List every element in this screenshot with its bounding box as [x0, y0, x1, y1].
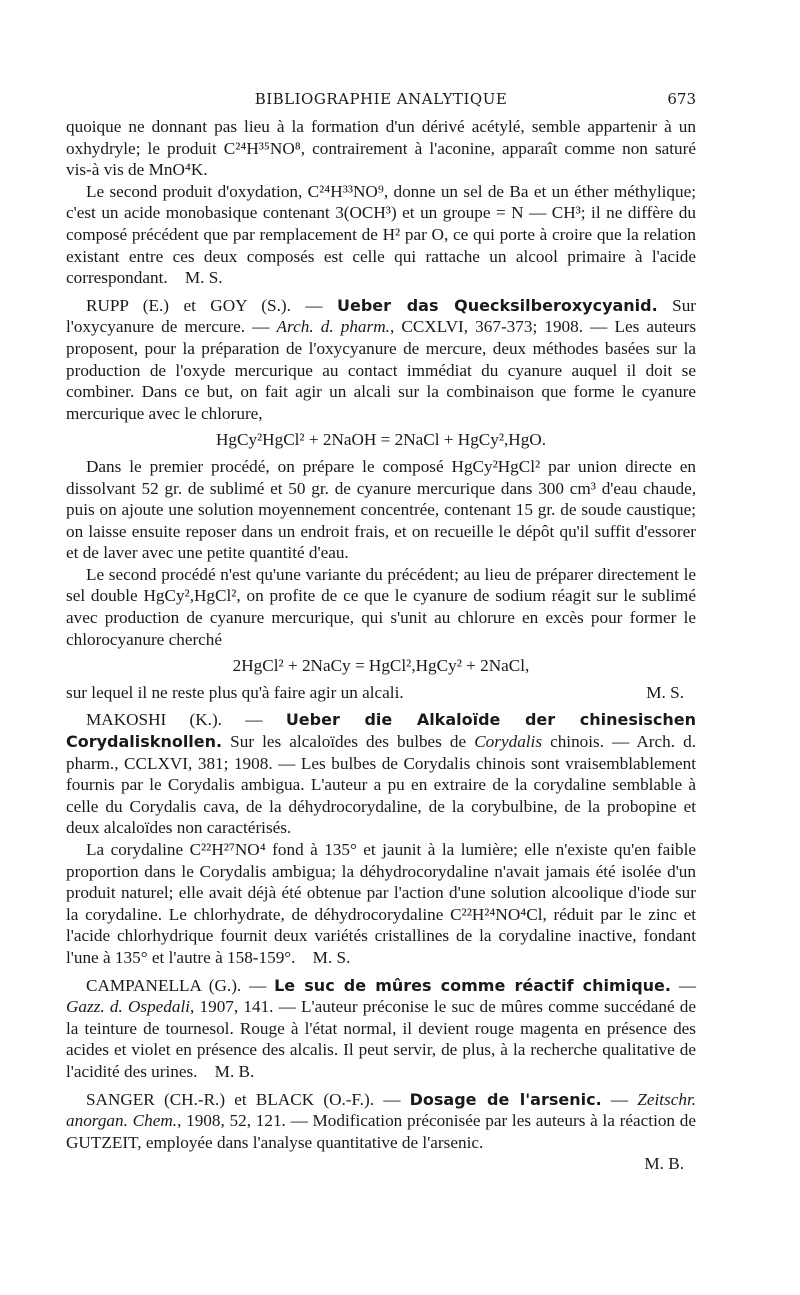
paragraph: [66, 682, 696, 704]
paragraph-text: Le second produit d'oxydation, C²⁴H³³NO⁹, donne un sel de Ba et un éther méthylique; c'est un acide monobasique contenant 3(OCH³) et un groupe = N — CH³; il ne diffère du composé précédent que par remplacement de H² par O, ce qui porte à croire que la relation existant entre ces deux composés est celle qui rattache un alcool primaire à l'acide correspondant.: [66, 181, 696, 288]
entry-authors: MAKOSHI (K.). —: [86, 710, 263, 730]
paragraph: [66, 839, 696, 969]
entry-authors: SANGER (CH.-R.) et BLACK (O.-F.). —: [86, 1089, 401, 1109]
entry-text: , 1908, 52, 121. — Modification préconisée par les auteurs à la réaction de GUTZEIT, employée dans l'analyse quantitative de l'arsenic.: [66, 1111, 696, 1152]
page-number: 673: [667, 90, 696, 108]
signature: M. S.: [184, 268, 223, 288]
formula: HgCy²HgCl² + 2NaOH = 2NaCl + HgCy²,HgO.: [215, 430, 547, 450]
bibliographic-entry: [66, 1089, 696, 1154]
entry-journal: Zeitschr. anorgan. Chem.: [66, 1089, 697, 1131]
paragraph: Dans le premier procédé, on prépare le composé HgCy²HgCl² par union directe en dissolvant 52 gr. de sublimé et 50 gr. de cyanure mercurique dans 300 cm³ d'eau chaude, puis on ajoute une solution moyennement concentrée, contenant 15 gr. de soude caustique; on laisse ensuite reposer dans un endroit frais, et on recueille le dépôt qu'il suffit d'essorer et de laver avec une petite quantité d'eau.: [66, 456, 696, 563]
entry-subtitle: Sur les alcaloïdes des bulbes de: [230, 732, 467, 752]
entry-journal: Arch. d. pharm.: [276, 317, 390, 337]
entry-authors: RUPP (E.) et GOY (S.). —: [86, 295, 323, 315]
paragraph: [66, 181, 696, 289]
entry-subtitle: —: [678, 975, 696, 995]
entry-text: chinois. — Arch. d. pharm., CCLXVI, 381; 1908. — Les bulbes de Corydalis chinois sont vraisemblablement fournis par le Corydalis ambigua. L'auteur a pu en extraire de la corydaline semblable à celle du Corydalis cava, de la déhydrocorydaline, de la corybulbine, de la probopine et deux alcaloïdes non caractérisés.: [66, 732, 696, 838]
entry-text: , 1907, 141. — L'auteur préconise le suc de mûres comme succédané de la teinture de tournesol. Rouge à l'état normal, il devient rouge magenta en présence des acides et violet en présence des alcalis. Il peut servir, de plus, à la recherche qualitative de l'acidité des urines.: [66, 997, 696, 1081]
signature: M. S.: [312, 947, 351, 967]
entry-title: Ueber die Alkaloïde der chinesischen Corydalisknollen.: [66, 710, 697, 752]
paragraph: Le second procédé n'est qu'une variante du précédent; au lieu de préparer directement le sel double HgCy²,HgCl², on profite de ce que le cyanure de sodium réagit sur le sublimé avec production de cyanure mercurique, qui s'unit au chlorure en excès pour former le chlorocyanure cherché: [66, 564, 696, 649]
document-page: [66, 88, 696, 1175]
entry-text: , CCXLVI, 367-373; 1908. — Les auteurs proposent, pour la préparation de l'oxycyanure de mercure, deux méthodes basées sur la production de l'oxyde mercurique au contact immédiat du cyanure auquel il doit se combiner. Dans ce but, on fait agir un alcali sur la combinaison que forme le cyanure mercurique avec le chlorure,: [66, 317, 697, 423]
signature: M. S.: [646, 682, 684, 702]
entry-authors: CAMPANELLA (G.). —: [86, 975, 267, 995]
formula: 2HgCl² + 2NaCy = HgCl²,HgCy² + 2NaCl,: [232, 656, 530, 676]
paragraph-text: La corydaline C²²H²⁷NO⁴ fond à 135° et jaunit à la lumière; elle n'existe qu'en faible proportion dans le Corydalis ambigua; la déhydrocorydaline n'avait jamais été isolée d'un produit naturel; elle avait déjà été obtenue par l'action d'une solution alcoolique d'iode sur la corydaline. Le chlorhydrate, de déhydrocorydaline C²²H²⁴NO⁴Cl, réduit par le zinc et l'acide chlorhydrique fournit deux variétés cristallines de la corydaline inactive, fondant l'une à 135° et l'autre à 158-159°.: [66, 840, 696, 967]
bibliographic-entry: [66, 975, 696, 1083]
signature: M. B.: [644, 1154, 684, 1174]
paragraph: quoique ne donnant pas lieu à la formation d'un dérivé acétylé, semble appartenir à un oxhydryle; le produit C²⁴H³⁵NO⁸, contrairement à l'aconine, apparaît comme non saturé vis-à vis de MnO⁴K.: [66, 117, 696, 180]
header-title: BIBLIOGRAPHIE ANALYTIQUE: [254, 90, 508, 108]
entry-title: Ueber das Quecksilberoxycyanid.: [336, 295, 658, 315]
bibliographic-entry: [66, 709, 696, 839]
body-text: [66, 116, 696, 1175]
entry-title: Le suc de mûres comme réactif chimique.: [274, 975, 671, 995]
paragraph-text: sur lequel il ne reste plus qu'à faire agir un alcali.: [66, 682, 404, 702]
entry-subtitle: Sur l'oxycyanure de mercure. —: [66, 295, 697, 337]
entry-journal: Corydalis: [474, 732, 543, 752]
entry-subtitle: —: [610, 1089, 629, 1109]
entry-title: Dosage de l'arsenic.: [409, 1089, 602, 1109]
signature: M. B.: [214, 1061, 255, 1081]
running-head: [66, 88, 696, 116]
bibliographic-entry: [66, 295, 696, 425]
entry-journal: Gazz. d. Ospedali: [66, 997, 191, 1017]
